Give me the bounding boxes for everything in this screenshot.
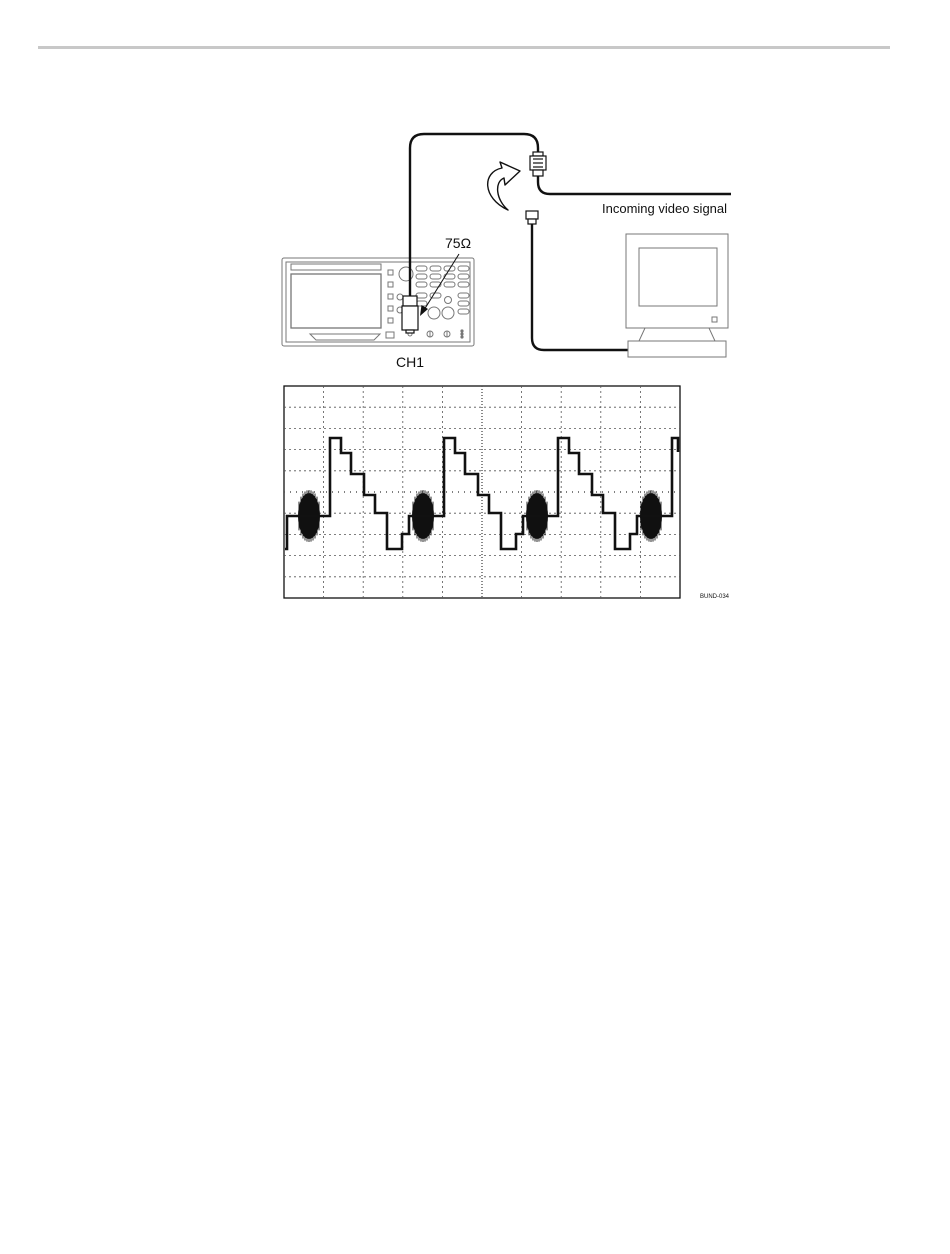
impedance-label: 75Ω [445, 235, 472, 251]
curved-arrow-icon [488, 162, 520, 210]
monitor-cable [532, 224, 628, 350]
oscilloscope-icon [282, 258, 474, 346]
bnc-connector-icon [530, 152, 546, 176]
waveform-display [284, 386, 680, 598]
incoming-signal-label: Incoming video signal [602, 201, 728, 216]
figure-code-label: BUND-034 [700, 594, 730, 600]
incoming-video-cable [538, 176, 731, 194]
terminator-bnc-connector-icon [402, 296, 418, 333]
monitor-bnc-connector-icon [526, 211, 538, 224]
channel-label: CH1 [396, 354, 425, 370]
monitor-icon [626, 234, 728, 357]
